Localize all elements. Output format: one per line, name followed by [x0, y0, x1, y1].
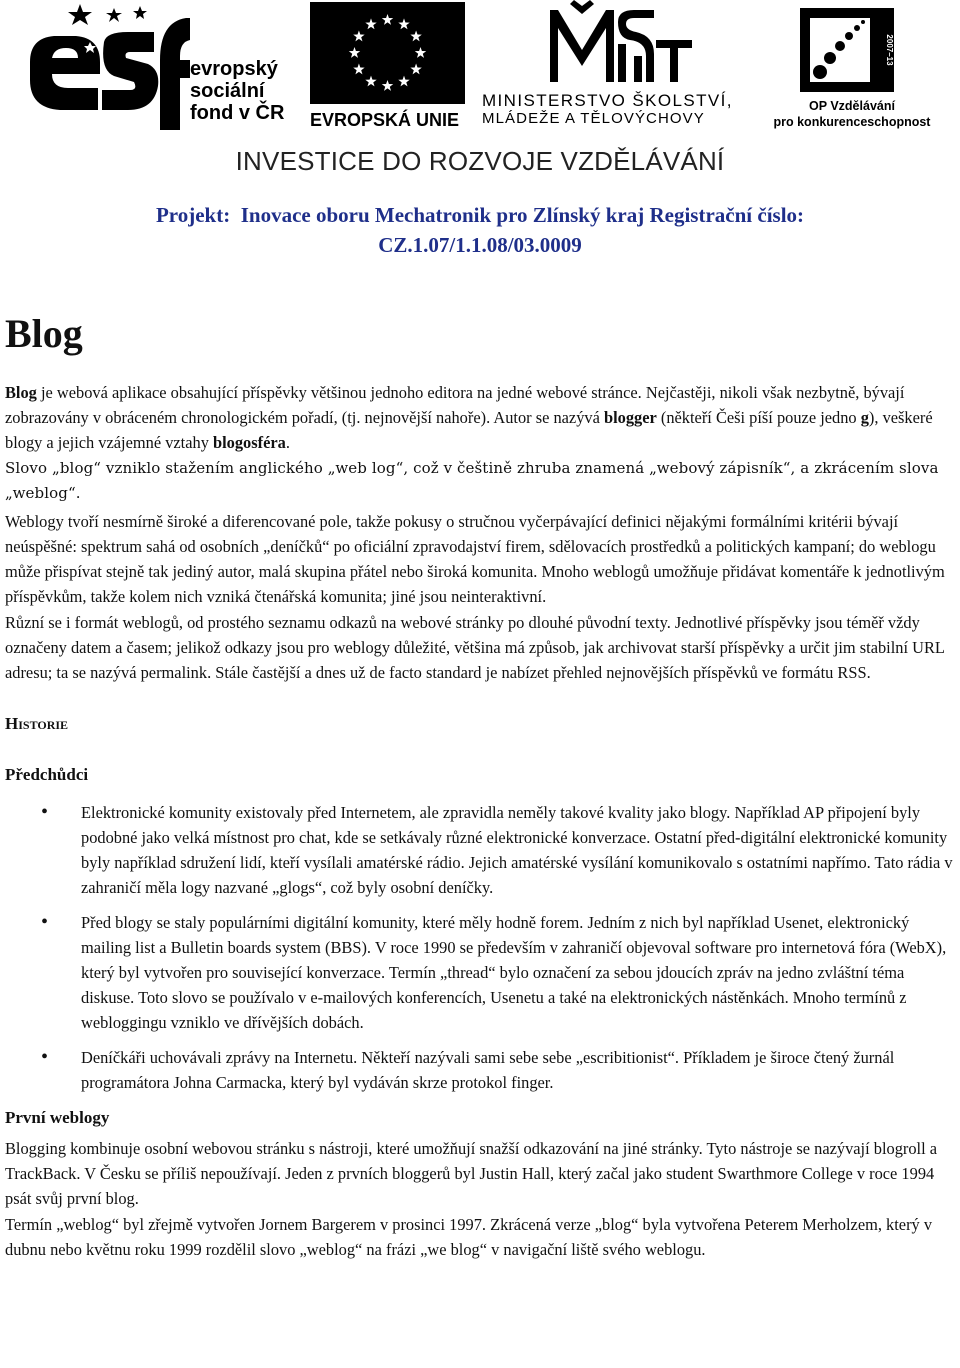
msmt-caption — [482, 92, 733, 128]
eu-star-icon — [415, 47, 426, 58]
project-registration-number: CZ.1.07/1.1.08/03.0009 — [378, 233, 582, 257]
intro-paragraph — [5, 380, 957, 455]
subheading-predchudci: Předchůdci — [5, 765, 89, 784]
op-line2: pro konkurenceschopnost — [773, 115, 931, 129]
intro-text-1: je webová aplikace obsahující příspěvky většinou jednoho editora na jedné webové stránce. Nejčastěji, nikoli však nezbytně, bývají zobrazovány v obráceném chronologickém pořadí, (tj. nejnovější nahoře). Autor se nazývá — [5, 383, 905, 427]
term-blogosfera: blogosféra — [213, 433, 286, 452]
eu-star-icon — [365, 18, 376, 29]
subheading-prvni-weblogy: První weblogy — [5, 1108, 110, 1127]
investice-banner: INVESTICE DO ROZVOJE VZDĚLÁVÁNÍ — [235, 146, 725, 176]
project-heading — [40, 200, 920, 260]
page-title: Blog — [5, 311, 83, 356]
msmt-line1: MINISTERSTVO ŠKOLSTVÍ, — [482, 91, 733, 110]
eu-star-icon — [365, 76, 376, 87]
eu-star-icon — [353, 31, 364, 42]
eu-star-icon — [382, 14, 393, 25]
esf-line3: fond v ČR — [190, 102, 285, 124]
esf-line1: evropský — [190, 58, 278, 80]
eu-flag — [310, 2, 465, 104]
eu-logo — [310, 2, 470, 130]
predecessors-list — [5, 800, 957, 1095]
msmt-line2: MLÁDEŽE A TĚLOVÝCHOVY — [482, 110, 705, 127]
svg-text:2007–13: 2007–13 — [885, 34, 894, 66]
logo-header — [0, 0, 960, 176]
esf-caption — [190, 58, 284, 124]
eu-star-icon — [353, 64, 364, 75]
list-item: • Před blogy se staly populárními digitální komunity, které měly hodně forem. Jedním z nich byl například Usenet, elektronický mailing list a Bulletin boards system (BBS). V roce 1990 se především v zahraničí objevoval software pro internetová fóra (WebX), který byl vytvořen pro související konverzace. Termín „thread“ bylo označení za sebou jdoucích zpráv na jedno zvláštní téma diskuse. Toto slovo se používalo v e-mailových konferencích, Usenetu a také na elektronických nástěnkách. Mnoho termínů z webloggingu vzniklo ve dřívějších dobách. — [5, 910, 957, 1035]
list-item: • Elektronické komunity existovaly před Internetem, ale zpravidla neměly takové kvality jako blogy. Například AP připojení byly podobné jako velká místnost pro chat, kde se setkávaly různé elektronické konverzace. Ostatní před-digitální elektronické komunity byly například sdružení lidí, kteří vysílali amatérské rádio. Jejich amatérské vysílání komunikovalo s ostatními napřímo. Tato rádia v zahraničí měla logy nazvané „glogs“, což byly osobní deníčky. — [5, 800, 957, 900]
list-item: • Deníčkáři uchovávali zprávy na Internetu. Někteří nazývali sami sebe sebe „escribitionist“. Příkladem je široce čtený žurnál programátora Johna Carmacka, který byl vydáván skrze protokol finger. — [5, 1045, 957, 1095]
op-vk-logo — [762, 2, 942, 132]
term-weblog-paragraph: Termín „weblog“ byl zřejmě vytvořen Jornem Bargerem v prosinci 1997. Zkrácená verze „blog“ byla vytvořena Peterem Merholzem, který v dubnu nebo květnu roku 1999 rozdělil slovo „weblog“ na frázi „we blog“ v navigační liště svého weblogu. — [5, 1215, 933, 1259]
project-line1: Projekt: Inovace oboru Mechatronik pro Zlínský kraj Registrační číslo: — [155, 203, 805, 227]
intro-text-3: ), veškeré blogy a jejich vzájemné vztahy — [5, 408, 933, 452]
intro-text-2: (někteří Češi píší pouze jedno — [656, 408, 861, 427]
format-paragraph: Různí se i formát weblogů, od prostého seznamu odkazů na webové stránky po dlouhé původní texty. Jednotlivé příspěvky jsou téměř vždy označeny datem a časem; jelikož odkazy jsou pro weblogy důležité, většina má způsob, jak archivovat starší příspěvky a určit jim stabilní URL adresu; ta se nazývá permalink. Stále častější a dnes už de facto standard je nabízet přehled nejnovějších příspěvků ve formátu RSS. — [5, 613, 945, 682]
etymology-paragraph: Slovo „blog“ vzniklo stažením anglického „web log“, což v češtině zhruba znamená „webový zápisník“, a zkrácením slova „weblog“. — [5, 459, 939, 502]
eu-stars-icon — [310, 2, 465, 104]
op-caption — [762, 98, 942, 130]
term-blog: Blog — [5, 383, 37, 402]
definition-paragraph: Weblogy tvoří nesmírně široké a diferencované pole, takže pokusy o stručnou vyčerpávající definici nějakými formálními kritérii bývají neúspěšné: spektrum sahá od osobních „deníčků“ po oficiální zpravodajství firem, sdělovacích prostředků a politických kampaní; do weblogu může přispívat stejně tak jediný autor, malá skupina přátel nebo široká komunita. Mnoho weblogů umožňuje přidávat komentáře k jednotlivým příspěvkům, takže kolem nich vzniká čtenářská komunita; jiné jsou neinteraktivní. — [5, 512, 945, 606]
eu-label: EVROPSKÁ UNIE — [310, 110, 460, 130]
esf-mark-icon — [30, 2, 190, 130]
term-g: g — [860, 408, 869, 427]
eu-star-icon — [410, 31, 421, 42]
op-mark-icon — [762, 2, 942, 96]
eu-star-icon — [410, 64, 421, 75]
eu-star-icon — [398, 76, 409, 87]
esf-logo — [30, 2, 300, 130]
op-line1: OP Vzdělávání — [809, 99, 895, 113]
term-blogger: blogger — [603, 408, 657, 427]
section-heading-history: Historie — [5, 714, 69, 733]
esf-line2: sociální — [190, 80, 265, 102]
eu-star-icon — [382, 80, 393, 91]
intro-text-4: . — [285, 433, 290, 452]
first-weblogs-paragraph: Blogging kombinuje osobní webovou stránku s nástroji, které umožňují snažší odkazování na jiné stránky. Tyto nástroje se nazývají blogroll a TrackBack. V Česku se příliš nepoužívají. Jeden z prvních bloggerů byl Justin Hall, který začal jako student Swarthmore College v roce 1994 psát svůj první blog. — [5, 1139, 938, 1208]
eu-star-icon — [349, 47, 360, 58]
article — [5, 308, 957, 1262]
msmt-logo — [478, 0, 758, 132]
msmt-mark-icon — [478, 0, 758, 90]
eu-star-icon — [398, 18, 409, 29]
